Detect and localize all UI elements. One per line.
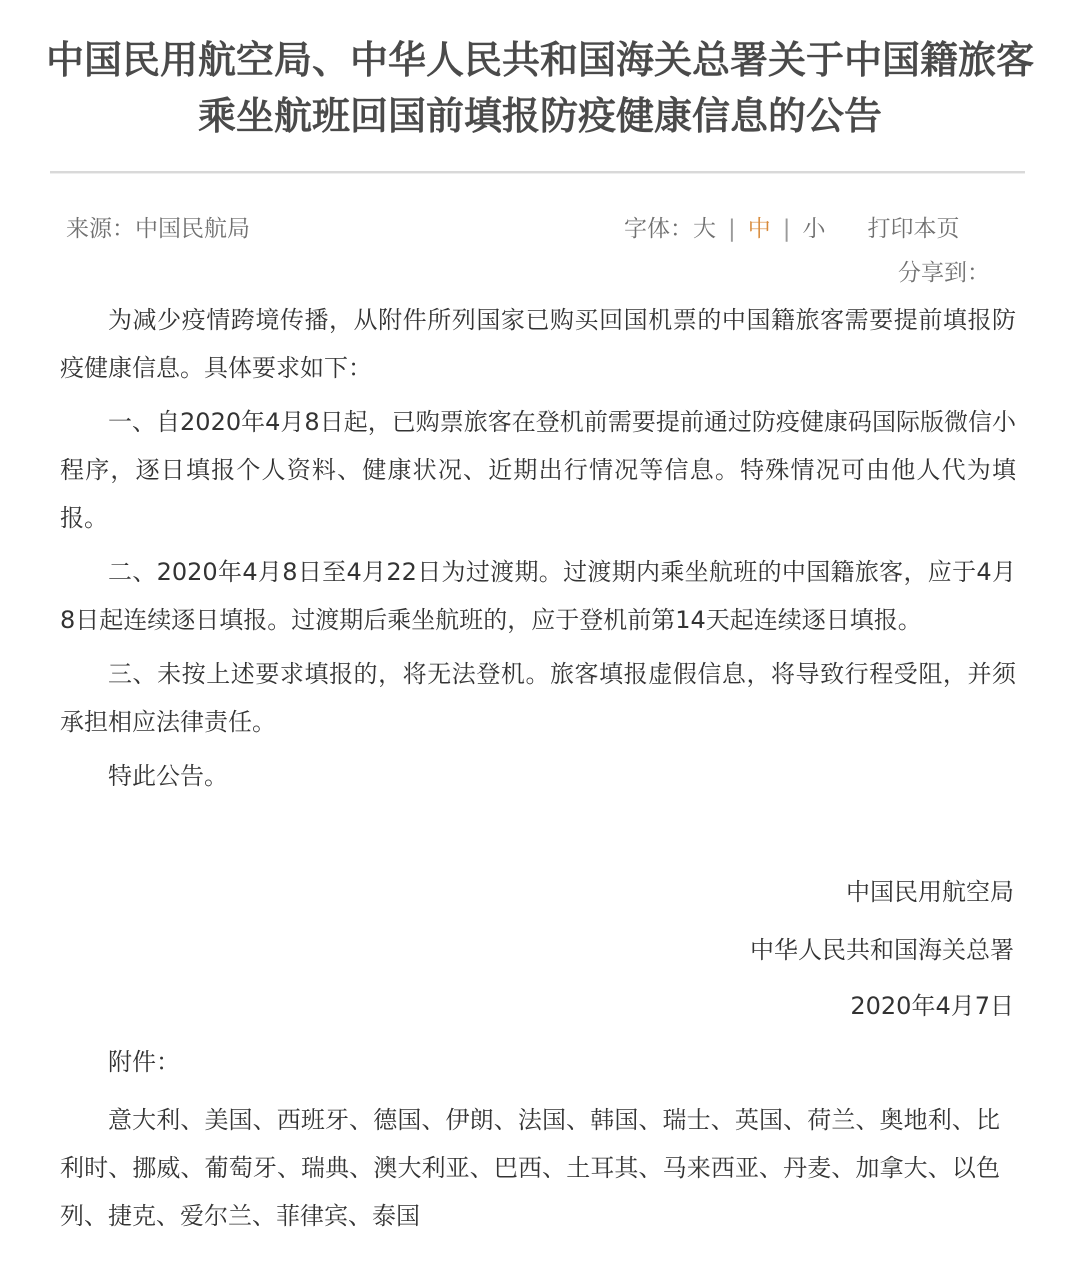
toolbar-separator: | bbox=[728, 216, 736, 242]
print-page-button[interactable]: 打印本页 bbox=[867, 216, 960, 242]
font-size-toolbar bbox=[624, 212, 960, 246]
toolbar-separator: | bbox=[782, 216, 791, 242]
font-size-label: 字体： bbox=[624, 216, 693, 242]
page-title: 中国民用航空局、中华人民共和国海关总署关于中国籍旅客乘坐航班回国前填报防疫健康信息的公告 bbox=[45, 38, 1034, 138]
attachment-country-list: 意大利、美国、西班牙、德国、伊朗、法国、韩国、瑞士、英国、荷兰、奥地利、比利时、挪威、葡萄牙、瑞典、澳大利亚、巴西、土耳其、马来西亚、丹麦、加拿大、以色列、捷克、爱尔兰、菲律宾、泰国 bbox=[60, 1106, 1000, 1230]
item-2-paragraph: 二、2020年4月8日至4月22日为过渡期。过渡期内乘坐航班的中国籍旅客，应于4月8日起连续逐日填报。过渡期后乘坐航班的，应于登机前第14天起连续逐日填报。 bbox=[60, 558, 1016, 634]
announcement-body bbox=[60, 296, 1016, 806]
source-label: 来源：中国民航局 bbox=[66, 216, 250, 242]
intro-paragraph bbox=[60, 296, 1016, 392]
item-1-paragraph: 一、自2020年4月8日起，已购票旅客在登机前需要提前通过防疫健康码国际版微信小程序，逐日填报个人资料、健康状况、近期出行情况等信息。特殊情况可由他人代为填报。 bbox=[60, 408, 1016, 532]
item-3-paragraph: 三、未按上述要求填报的，将无法登机。旅客填报虚假信息，将导致行程受阻，并须承担相应法律责任。 bbox=[60, 660, 1016, 736]
share-label[interactable]: 分享到： bbox=[898, 260, 990, 286]
signature-org-customs: 中华人民共和国海关总署 bbox=[750, 936, 1014, 964]
font-size-small-button[interactable]: 小 bbox=[802, 216, 826, 242]
title-divider bbox=[50, 171, 1025, 174]
intro-text: 为减少疫情跨境传播，从附件所列国家已购买回国机票的中国籍旅客需要提前填报防疫健康信息。具体要求如下： bbox=[60, 306, 1016, 382]
font-size-large-button[interactable]: 大 bbox=[693, 216, 716, 242]
attachment-label: 附件： bbox=[108, 1048, 180, 1076]
closing-paragraph: 特此公告。 bbox=[108, 762, 228, 790]
signature-org-caac: 中国民用航空局 bbox=[846, 878, 1014, 906]
font-size-medium-button[interactable]: 中 bbox=[747, 216, 771, 242]
signature-date: 2020年4月7日 bbox=[850, 992, 1014, 1020]
